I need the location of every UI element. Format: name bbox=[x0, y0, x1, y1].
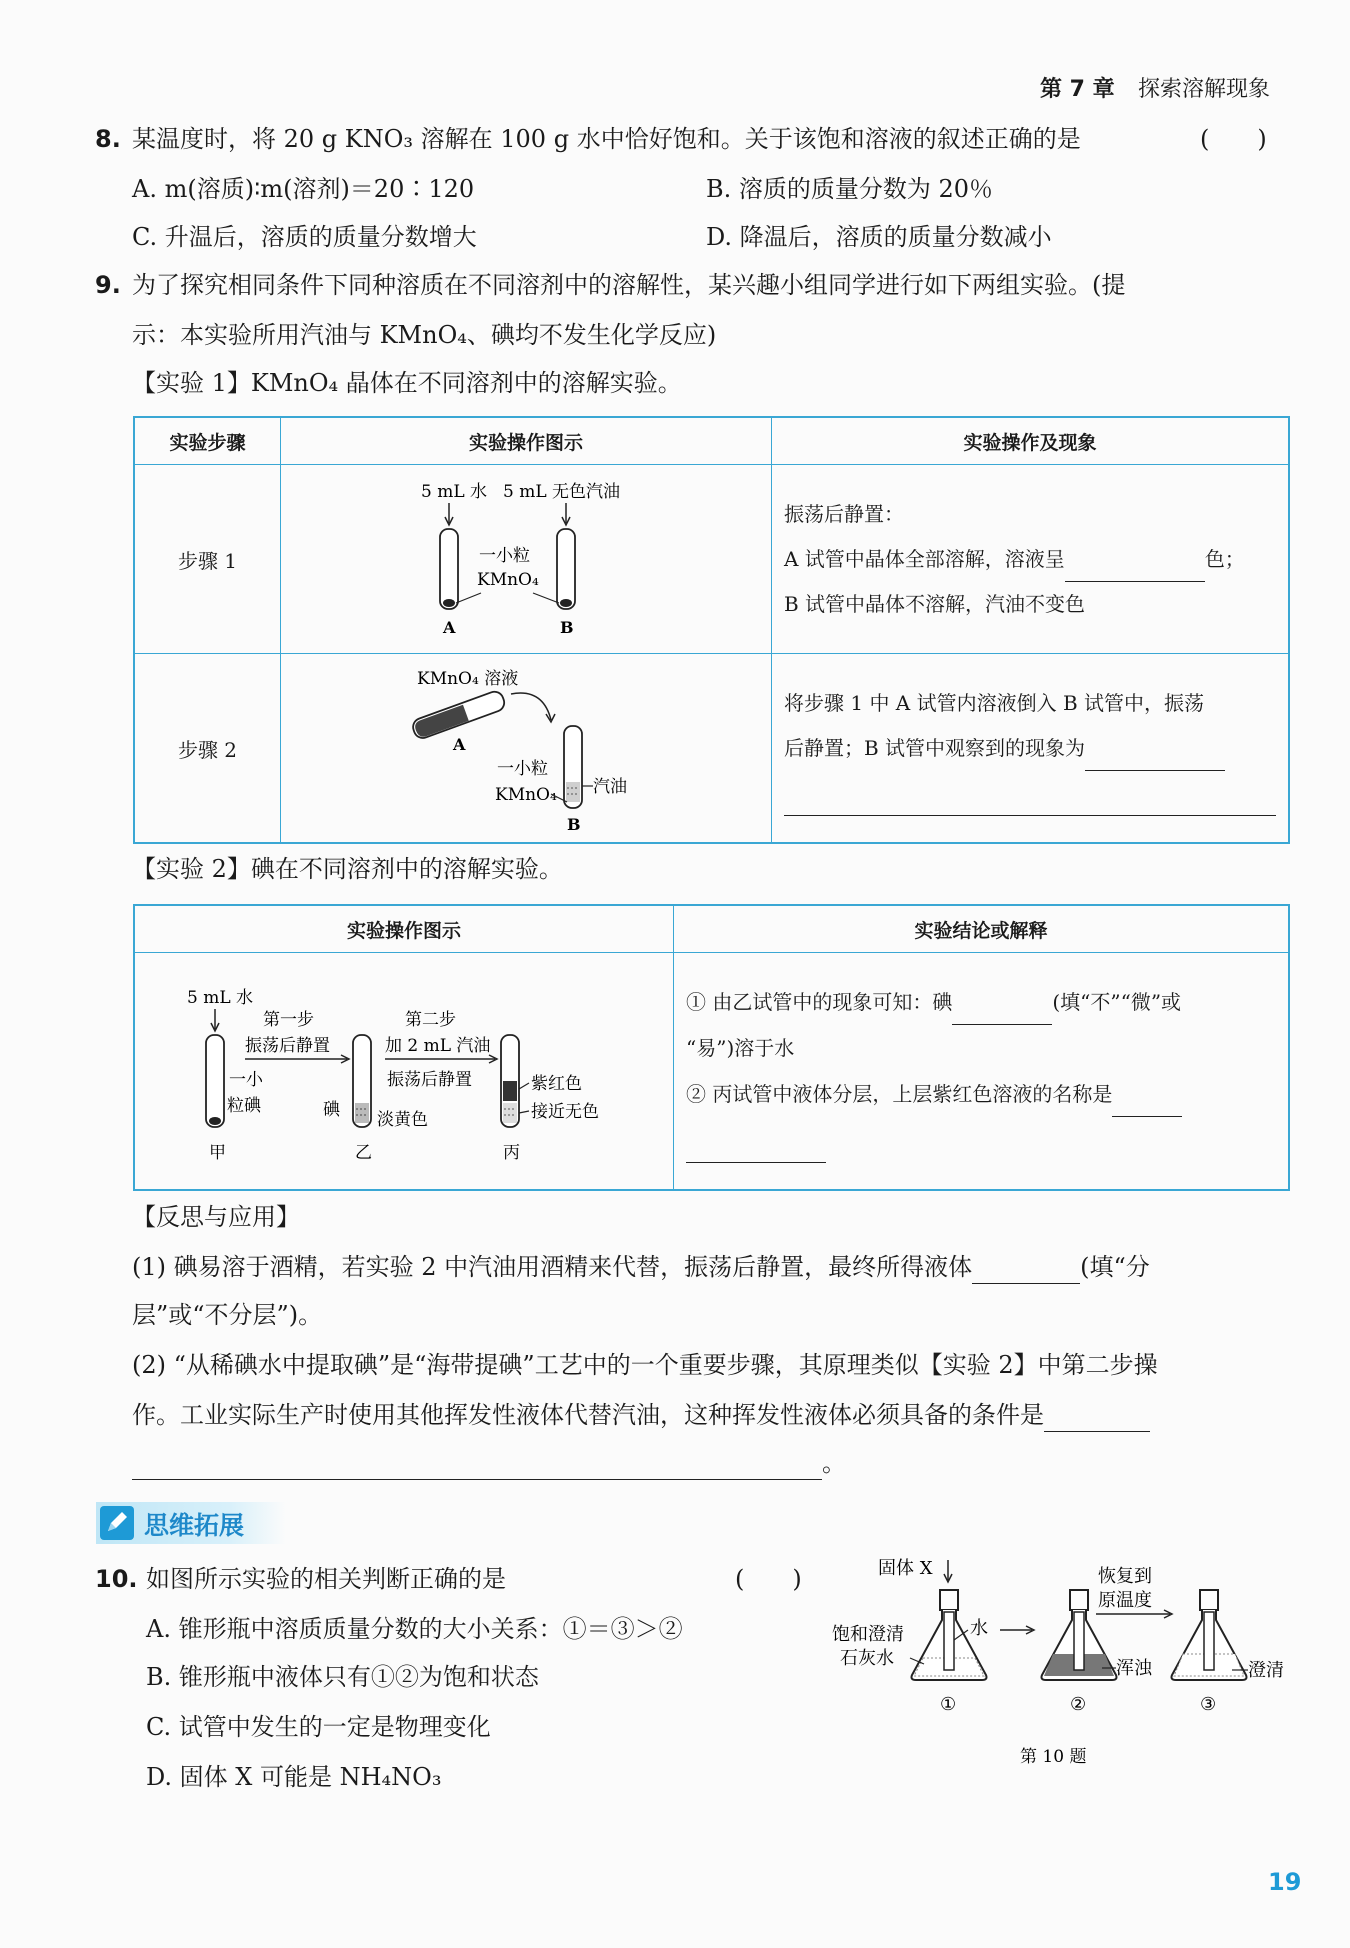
reflection-2-text: 作。工业实际生产时使用其他挥发性液体代替汽油，这种挥发性液体必须具备的条件是 bbox=[132, 1401, 1044, 1429]
reflection-1-text-end: (填“分 bbox=[1080, 1253, 1150, 1281]
q8-option-a: A. m(溶质)∶m(溶剂)＝20∶120 bbox=[132, 175, 475, 203]
label-yi: 乙 bbox=[355, 1143, 372, 1163]
label-light-yellow: 淡黄色 bbox=[377, 1110, 428, 1130]
table1-step2-label: 步骤 2 bbox=[134, 654, 281, 844]
label-crystal-2: KMnO₄ bbox=[477, 570, 539, 590]
label-n3: ③ bbox=[1200, 1694, 1217, 1715]
question-10-figure bbox=[820, 1550, 1290, 1780]
label-crystal-1: 一小粒 bbox=[479, 546, 530, 566]
table1-step1-observation bbox=[772, 465, 1290, 654]
question-number-10: 10. bbox=[95, 1565, 138, 1593]
answer-paren-10: ( ) bbox=[735, 1565, 802, 1593]
table1-step1-label: 步骤 1 bbox=[134, 465, 281, 654]
label-kmno4-solution: KMnO₄ 溶液 bbox=[417, 669, 519, 689]
label-step2-shake: 振荡后静置 bbox=[387, 1070, 472, 1090]
label-step2: 第二步 bbox=[405, 1010, 456, 1030]
answer-blank-solubility[interactable] bbox=[952, 994, 1052, 1025]
answer-blank-solution-name[interactable] bbox=[1112, 1086, 1182, 1117]
conclusion-1b: (填“不”“微”或 bbox=[1052, 990, 1182, 1014]
q10-option-d: D. 固体 X 可能是 NH₄NO₃ bbox=[146, 1763, 442, 1791]
q8-option-d: D. 降温后，溶质的质量分数减小 bbox=[706, 223, 1052, 251]
figure-caption: 第 10 题 bbox=[1020, 1747, 1087, 1767]
test-tube-a bbox=[440, 529, 458, 609]
label-tube-b: B bbox=[560, 618, 574, 637]
label-5ml-water-2: 5 mL 水 bbox=[187, 988, 254, 1008]
label-crystal2-1: 一小粒 bbox=[497, 759, 548, 779]
conclusion-1a: ① 由乙试管中的现象可知：碘 bbox=[686, 990, 953, 1014]
table1-step2-figure bbox=[281, 654, 772, 844]
table2-header-conclusion: 实验结论或解释 bbox=[674, 905, 1290, 953]
question-9-stem-line2: 示：本实验所用汽油与 KMnO₄、碘均不发生化学反应) bbox=[132, 321, 717, 349]
label-restore-1: 恢复到 bbox=[1098, 1566, 1152, 1587]
label-bing: 丙 bbox=[503, 1143, 520, 1163]
page-number: 19 bbox=[1268, 1868, 1302, 1896]
conclusion-1c: “易”)溶于水 bbox=[686, 1036, 795, 1060]
chapter-title: 探索溶解现象 bbox=[1138, 77, 1271, 102]
label-step1: 第一步 bbox=[263, 1010, 314, 1030]
label-purple-red: 紫红色 bbox=[531, 1074, 582, 1094]
label-clear: 澄清 bbox=[1248, 1660, 1284, 1681]
label-iodine-1: 一小 bbox=[229, 1070, 263, 1090]
reflection-2-line2 bbox=[132, 1398, 1150, 1432]
step1-line1: 振荡后静置： bbox=[784, 501, 904, 526]
label-restore-2: 原温度 bbox=[1098, 1590, 1152, 1611]
tube-jia bbox=[206, 1035, 224, 1127]
label-tube-a2: A bbox=[453, 735, 466, 754]
answer-blank-solution-name-2[interactable] bbox=[686, 1128, 826, 1163]
q8-option-b: B. 溶质的质量分数为 20％ bbox=[706, 175, 994, 203]
question-number-8: 8. bbox=[95, 125, 121, 153]
reflection-1-text: (1) 碘易溶于酒精，若实验 2 中汽油用酒精来代替，振荡后静置，最终所得液体 bbox=[132, 1253, 973, 1281]
table2-figure bbox=[134, 953, 674, 1191]
reflection-1-line2: 层”或“不分层”)。 bbox=[132, 1301, 323, 1329]
experiment-2-title: 【实验 2】碘在不同溶剂中的溶解实验。 bbox=[132, 855, 563, 883]
answer-blank-condition-2[interactable] bbox=[132, 1451, 822, 1480]
question-number-9: 9. bbox=[95, 271, 121, 299]
question-9-stem-line1: 为了探究相同条件下同种溶质在不同溶剂中的溶解性，某兴趣小组同学进行如下两组实验。(提 bbox=[132, 271, 1126, 299]
q10-option-b: B. 锥形瓶中液体只有①②为饱和状态 bbox=[146, 1663, 539, 1691]
iodine-experiment-diagram bbox=[135, 953, 673, 1185]
label-n1: ① bbox=[940, 1694, 957, 1715]
answer-blank-phenomenon[interactable] bbox=[1085, 740, 1225, 771]
pencil-icon bbox=[100, 1506, 134, 1540]
step1-line2: A 试管中晶体全部溶解，溶液呈 bbox=[784, 546, 1065, 571]
label-turbid: 浑浊 bbox=[1116, 1658, 1152, 1679]
test-tube-b bbox=[557, 529, 575, 609]
table1-header-observation: 实验操作及现象 bbox=[772, 417, 1290, 465]
label-iodine-2: 粒碘 bbox=[227, 1096, 261, 1116]
label-lime-1: 饱和澄清 bbox=[832, 1624, 904, 1645]
label-crystal2-2: KMnO₄ bbox=[495, 785, 557, 805]
table1-step2-observation bbox=[772, 654, 1290, 844]
label-step1-shake: 振荡后静置 bbox=[245, 1036, 330, 1056]
label-tube-b2: B bbox=[567, 815, 581, 834]
table1-step1-figure bbox=[281, 465, 772, 654]
label-5ml-oil: 5 mL 无色汽油 bbox=[503, 482, 621, 502]
flask-3 bbox=[1172, 1590, 1247, 1680]
step1-line2-end: 色； bbox=[1204, 546, 1245, 571]
q10-option-a: A. 锥形瓶中溶质质量分数的大小关系：①＝③＞② bbox=[146, 1615, 683, 1643]
step2-line1: 将步骤 1 中 A 试管内溶液倒入 B 试管中，振荡 bbox=[784, 690, 1205, 715]
q8-option-c: C. 升温后，溶质的质量分数增大 bbox=[132, 223, 477, 251]
section-banner bbox=[96, 1502, 286, 1544]
chapter-number: 第 7 章 bbox=[1040, 77, 1115, 102]
table2-conclusion bbox=[674, 953, 1290, 1191]
label-5ml-water: 5 mL 水 bbox=[421, 482, 488, 502]
answer-paren-8: ( ) bbox=[1200, 125, 1267, 153]
label-jia: 甲 bbox=[209, 1143, 226, 1163]
table1-header-figure: 实验操作图示 bbox=[281, 417, 772, 465]
experiment-1-table bbox=[133, 416, 1290, 844]
step1-line3: B 试管中晶体不溶解，汽油不变色 bbox=[784, 591, 1086, 616]
tilted-tube-a bbox=[411, 689, 507, 740]
answer-blank-layering[interactable] bbox=[972, 1255, 1080, 1284]
experiment-2-table bbox=[133, 904, 1290, 1191]
label-iodine: 碘 bbox=[323, 1100, 340, 1120]
q10-option-c: C. 试管中发生的一定是物理变化 bbox=[146, 1713, 491, 1741]
label-nearly-colorless: 接近无色 bbox=[531, 1102, 599, 1122]
answer-blank-phenomenon-2[interactable] bbox=[784, 781, 1276, 816]
question-10-stem: 如图所示实验的相关判断正确的是 bbox=[146, 1565, 506, 1593]
section-title: 思维拓展 bbox=[144, 1511, 245, 1540]
table2-header-figure: 实验操作图示 bbox=[134, 905, 674, 953]
reflection-2-line3 bbox=[132, 1446, 846, 1480]
step1-tubes-diagram bbox=[281, 465, 771, 649]
label-lime-2: 石灰水 bbox=[840, 1648, 894, 1669]
reflection-2-line1: (2) “从稀碘水中提取碘”是“海带提碘”工艺中的一个重要步骤，其原理类似【实验 2】中第二步操 bbox=[132, 1351, 1158, 1379]
reflection-2-period: 。 bbox=[822, 1449, 846, 1477]
answer-blank-color[interactable] bbox=[1065, 551, 1205, 582]
label-oil: 汽油 bbox=[593, 777, 627, 797]
question-8-stem: 某温度时，将 20 g KNO₃ 溶解在 100 g 水中恰好饱和。关于该饱和溶液的叙述正确的是 bbox=[132, 125, 1081, 153]
label-solid-x: 固体 X bbox=[878, 1558, 933, 1579]
step2-pouring-diagram bbox=[281, 654, 771, 838]
reflection-title: 【反思与应用】 bbox=[132, 1203, 300, 1231]
label-add-oil: 加 2 mL 汽油 bbox=[385, 1036, 491, 1056]
answer-blank-condition[interactable] bbox=[1044, 1403, 1150, 1432]
label-n2: ② bbox=[1070, 1694, 1087, 1715]
table1-header-step: 实验步骤 bbox=[134, 417, 281, 465]
experiment-1-title: 【实验 1】KMnO₄ 晶体在不同溶剂中的溶解实验。 bbox=[132, 369, 682, 397]
step2-line2: 后静置；B 试管中观察到的现象为 bbox=[784, 735, 1086, 760]
conclusion-2: ② 丙试管中液体分层，上层紫红色溶液的名称是 bbox=[686, 1082, 1113, 1106]
label-water: 水 bbox=[970, 1618, 988, 1639]
reflection-1-line1 bbox=[132, 1250, 1150, 1284]
label-tube-a: A bbox=[443, 618, 456, 637]
